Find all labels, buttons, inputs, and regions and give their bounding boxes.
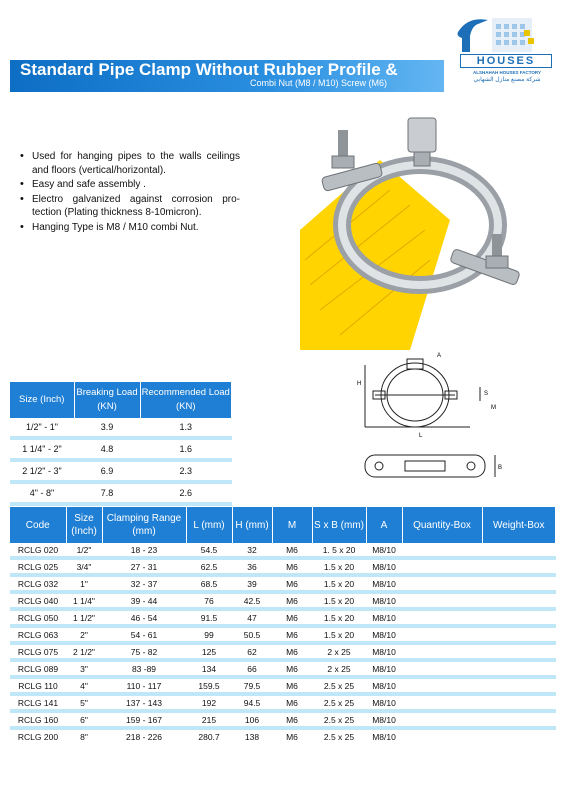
table-cell: 1.5 x 20 <box>312 628 366 641</box>
table-cell: 91.5 <box>186 611 232 624</box>
table-cell: 32 <box>232 543 272 556</box>
table-cell: M8/10 <box>366 577 402 590</box>
table-cell: 1/2" - 1" <box>10 418 74 436</box>
table-cell: M8/10 <box>366 611 402 624</box>
table-row <box>10 611 556 624</box>
label-m: M <box>491 405 496 411</box>
table-cell: 2.5 x 25 <box>312 696 366 709</box>
column-header: Size (Inch) <box>66 507 102 543</box>
table-cell <box>482 543 556 556</box>
table-cell: 1.5 x 20 <box>312 611 366 624</box>
logo-tagline-ar: شركة مصنع منازل الشهابي <box>473 77 541 83</box>
table-row <box>10 462 232 480</box>
column-header: Weight-Box <box>482 507 556 543</box>
column-header: Breaking Load (KN) <box>74 382 140 418</box>
table-cell: 83 -89 <box>102 662 186 675</box>
table-cell: 1/2" <box>66 543 102 556</box>
table-cell: RCLG 110 <box>10 679 66 692</box>
row-separator <box>10 502 232 506</box>
table-row <box>10 645 556 658</box>
table-cell: 3" <box>66 662 102 675</box>
table-cell: M8/10 <box>366 662 402 675</box>
table-cell: 1.6 <box>140 440 232 458</box>
table-row <box>10 543 556 556</box>
table-cell: RCLG 075 <box>10 645 66 658</box>
table-cell: 1. 5 x 20 <box>312 543 366 556</box>
column-header: M <box>272 507 312 543</box>
table-cell: 6.9 <box>74 462 140 480</box>
table-cell: M6 <box>272 713 312 726</box>
table-cell: 66 <box>232 662 272 675</box>
column-header: Code <box>10 507 66 543</box>
table-cell: 62 <box>232 645 272 658</box>
table-cell: M6 <box>272 730 312 743</box>
table-cell: M8/10 <box>366 679 402 692</box>
table-cell: M8/10 <box>366 696 402 709</box>
table-cell <box>482 730 556 743</box>
feature-item: • Used for hanging pipes to the walls ceilings and floors (vertical/horizontal). <box>18 150 240 177</box>
table-cell: M8/10 <box>366 713 402 726</box>
table-cell: RCLG 063 <box>10 628 66 641</box>
table-cell: M6 <box>272 628 312 641</box>
table-cell: 39 <box>232 577 272 590</box>
table-cell: 192 <box>186 696 232 709</box>
table-cell <box>402 594 482 607</box>
table-cell: 2.5 x 25 <box>312 730 366 743</box>
feature-item: • Hanging Type is M8 / M10 combi Nut. <box>18 221 240 235</box>
table-cell <box>482 560 556 573</box>
table-row <box>10 440 232 458</box>
table-cell: 4.8 <box>74 440 140 458</box>
table-cell: M6 <box>272 696 312 709</box>
table-cell: 18 - 23 <box>102 543 186 556</box>
table-cell: RCLG 089 <box>10 662 66 675</box>
table-cell: 1.5 x 20 <box>312 594 366 607</box>
page-subtitle: Combi Nut (M8 / M10) Screw (M6) <box>250 78 388 88</box>
table-cell: 3.9 <box>74 418 140 436</box>
column-header: L (mm) <box>186 507 232 543</box>
table-cell <box>402 577 482 590</box>
table-cell: M8/10 <box>366 730 402 743</box>
table-cell <box>402 543 482 556</box>
table-cell: 8" <box>66 730 102 743</box>
table-cell: 68.5 <box>186 577 232 590</box>
table-cell: 1.5 x 20 <box>312 560 366 573</box>
column-header: Clamping Range (mm) <box>102 507 186 543</box>
feature-item: • Electro galvanized against corrosion pro-tection (Plating thickness 8-10micron). <box>18 193 240 220</box>
table-cell: 3/4" <box>66 560 102 573</box>
table-row <box>10 560 556 573</box>
label-l: L <box>419 433 423 439</box>
table-cell: 50.5 <box>232 628 272 641</box>
table-cell <box>482 611 556 624</box>
table-cell: 54.5 <box>186 543 232 556</box>
table-cell: 2.6 <box>140 484 232 502</box>
logo-brand: HOUSES <box>460 54 552 68</box>
table-cell: 215 <box>186 713 232 726</box>
table-cell: M6 <box>272 594 312 607</box>
table-cell: RCLG 160 <box>10 713 66 726</box>
table-cell: 47 <box>232 611 272 624</box>
label-s: S <box>484 391 489 397</box>
table-cell <box>402 560 482 573</box>
table-row <box>10 577 556 590</box>
table-cell <box>482 662 556 675</box>
column-header: Recommended Load (KN) <box>140 382 232 418</box>
pipe-clamp-illustration <box>300 110 560 350</box>
table-cell: 46 - 54 <box>102 611 186 624</box>
table-cell <box>402 679 482 692</box>
table-cell: 1" <box>66 577 102 590</box>
column-header: S x B (mm) <box>312 507 366 543</box>
table-cell <box>402 611 482 624</box>
table-cell: M6 <box>272 577 312 590</box>
table-row <box>10 679 556 692</box>
table-row <box>10 628 556 641</box>
table-cell: 138 <box>232 730 272 743</box>
table-cell: 36 <box>232 560 272 573</box>
table-cell: M6 <box>272 560 312 573</box>
table-cell: RCLG 050 <box>10 611 66 624</box>
table-cell <box>402 730 482 743</box>
table-cell <box>482 577 556 590</box>
table-row <box>10 713 556 726</box>
table-cell <box>402 713 482 726</box>
table-cell: RCLG 025 <box>10 560 66 573</box>
table-cell: 4" <box>66 679 102 692</box>
table-cell: RCLG 200 <box>10 730 66 743</box>
table-cell: M6 <box>272 645 312 658</box>
table-cell <box>402 645 482 658</box>
table-cell: 280.7 <box>186 730 232 743</box>
table-row <box>10 730 556 743</box>
column-header: A <box>366 507 402 543</box>
table-cell: 54 - 61 <box>102 628 186 641</box>
table-cell: 2 1/2" <box>66 645 102 658</box>
table-cell <box>482 628 556 641</box>
table-cell: 62.5 <box>186 560 232 573</box>
table-cell: 42.5 <box>232 594 272 607</box>
table-cell: 1.3 <box>140 418 232 436</box>
label-h: H <box>357 381 362 387</box>
table-cell: 2.5 x 25 <box>312 679 366 692</box>
table-cell: M8/10 <box>366 543 402 556</box>
feature-item: • Easy and safe assembly . <box>18 178 240 192</box>
table-cell: 76 <box>186 594 232 607</box>
table-cell: 1 1/2" <box>66 611 102 624</box>
label-b: B <box>498 465 503 471</box>
table-cell: 134 <box>186 662 232 675</box>
table-cell: RCLG 040 <box>10 594 66 607</box>
column-header: Quantity-Box <box>402 507 482 543</box>
table-cell: 125 <box>186 645 232 658</box>
load-table <box>10 382 232 506</box>
logo-icon <box>448 10 560 56</box>
table-cell: 2 x 25 <box>312 645 366 658</box>
column-header: H (mm) <box>232 507 272 543</box>
table-cell <box>482 679 556 692</box>
table-cell: 2" <box>66 628 102 641</box>
table-cell: 99 <box>186 628 232 641</box>
table-cell: 106 <box>232 713 272 726</box>
table-row <box>10 418 232 436</box>
table-cell: 159.5 <box>186 679 232 692</box>
company-logo <box>448 10 560 82</box>
table-cell: 2.5 x 25 <box>312 713 366 726</box>
technical-drawing <box>345 345 505 505</box>
table-row <box>10 594 556 607</box>
table-cell: 1.5 x 20 <box>312 577 366 590</box>
table-cell: 2.3 <box>140 462 232 480</box>
table-cell: RCLG 020 <box>10 543 66 556</box>
column-header: Size (Inch) <box>10 382 74 418</box>
table-cell: 137 - 143 <box>102 696 186 709</box>
table-cell: 39 - 44 <box>102 594 186 607</box>
table-cell: 94.5 <box>232 696 272 709</box>
table-cell: M6 <box>272 662 312 675</box>
table-cell <box>402 628 482 641</box>
table-cell: M6 <box>272 611 312 624</box>
table-cell: M8/10 <box>366 594 402 607</box>
table-cell: 5" <box>66 696 102 709</box>
logo-tagline-en: ALSHAHAH HOUSES FACTORY <box>472 70 541 75</box>
table-cell: 159 - 167 <box>102 713 186 726</box>
table-cell: M8/10 <box>366 645 402 658</box>
table-cell <box>402 696 482 709</box>
table-cell: 218 - 226 <box>102 730 186 743</box>
table-cell: M6 <box>272 543 312 556</box>
feature-list <box>18 150 240 235</box>
spec-table <box>10 507 556 743</box>
table-cell: M8/10 <box>366 560 402 573</box>
table-cell: M8/10 <box>366 628 402 641</box>
table-row <box>10 484 232 502</box>
table-cell <box>482 696 556 709</box>
table-cell: 4" - 8" <box>10 484 74 502</box>
table-cell: 79.5 <box>232 679 272 692</box>
table-cell: 7.8 <box>74 484 140 502</box>
table-cell: 1 1/4" <box>66 594 102 607</box>
table-cell: M6 <box>272 679 312 692</box>
table-cell: 75 - 82 <box>102 645 186 658</box>
table-cell <box>482 713 556 726</box>
page-title: Standard Pipe Clamp Without Rubber Profile & <box>20 60 398 79</box>
table-cell: RCLG 141 <box>10 696 66 709</box>
table-cell: 6" <box>66 713 102 726</box>
table-cell <box>402 662 482 675</box>
table-row <box>10 662 556 675</box>
label-a: A <box>437 353 442 359</box>
table-cell <box>482 645 556 658</box>
table-cell: 2 x 25 <box>312 662 366 675</box>
table-cell: 2 1/2" - 3" <box>10 462 74 480</box>
table-cell: 1 1/4" - 2" <box>10 440 74 458</box>
table-cell <box>482 594 556 607</box>
table-cell: 27 - 31 <box>102 560 186 573</box>
table-cell: 110 - 117 <box>102 679 186 692</box>
table-cell: RCLG 032 <box>10 577 66 590</box>
table-cell: 32 - 37 <box>102 577 186 590</box>
table-row <box>10 696 556 709</box>
